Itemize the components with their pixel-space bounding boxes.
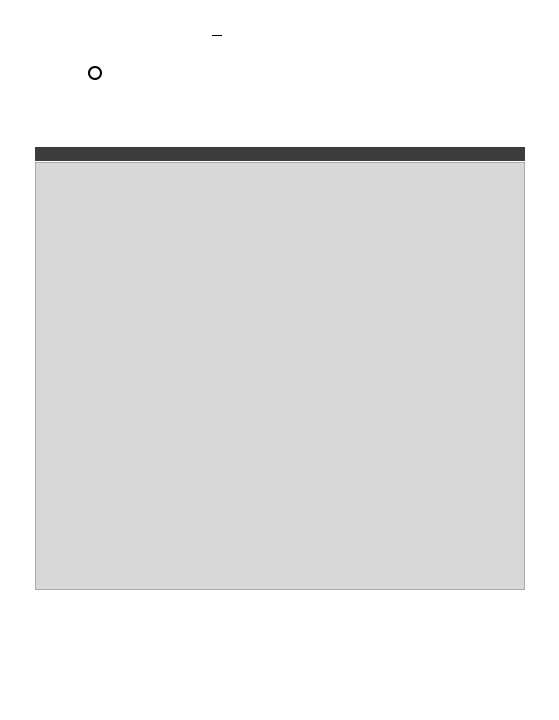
dyno-chart-svg — [36, 163, 524, 589]
page-title — [212, 34, 222, 36]
logo-wheel-icon — [88, 66, 102, 80]
dyno-chart-panel — [35, 162, 525, 590]
results-section-bar — [35, 147, 525, 161]
